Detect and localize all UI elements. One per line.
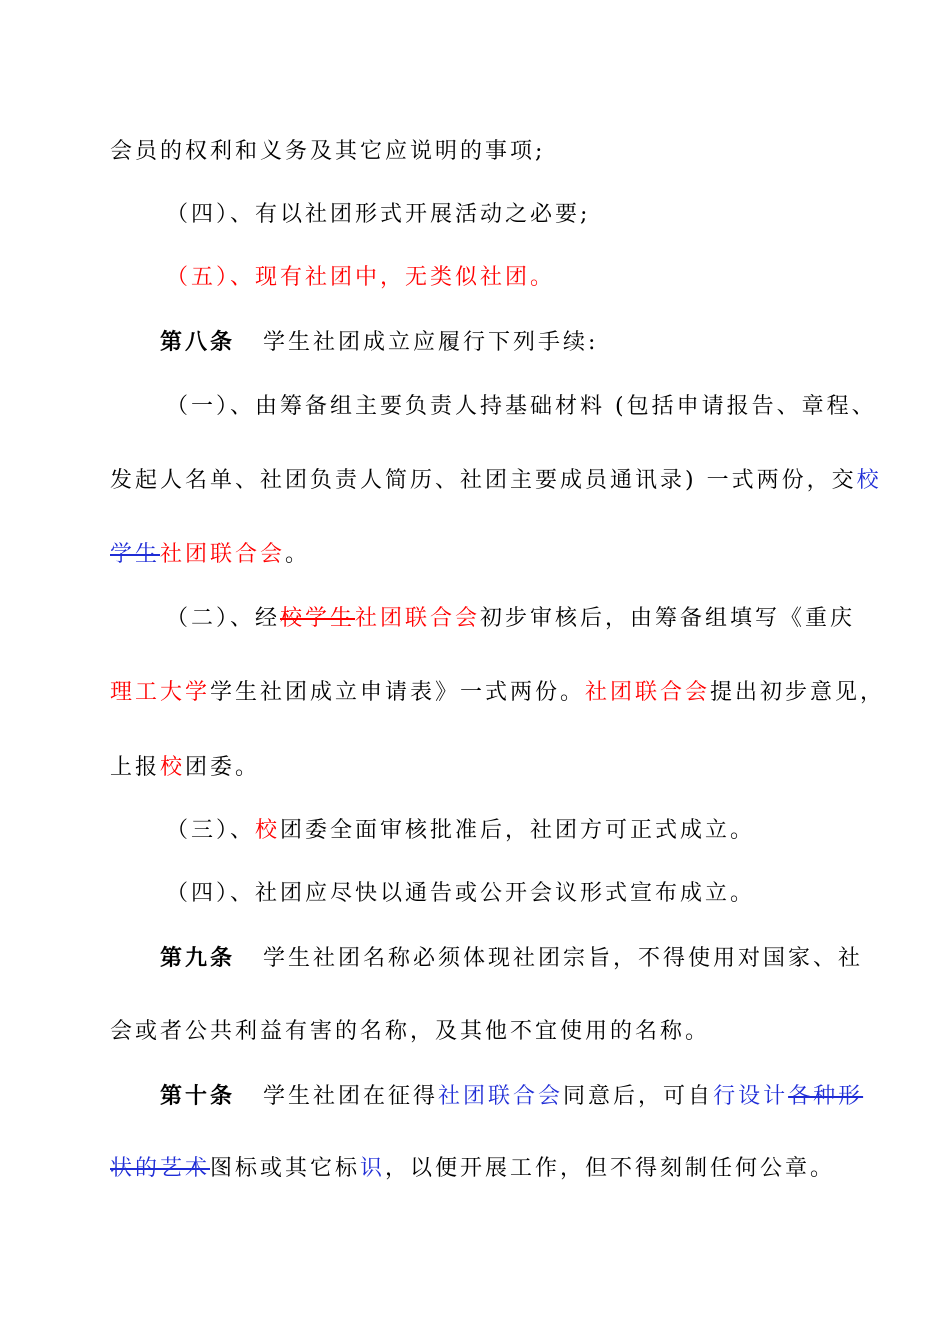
text: 学生社团成立应履行下列手续: [263, 330, 599, 355]
revision-insert: 社团联合会 [585, 680, 711, 705]
text: 学生社团成立申请表》一式两份。 [210, 680, 586, 705]
paragraph-line [0, 263, 950, 293]
revision-insert: 社团联合会 [160, 542, 286, 567]
paragraph-line [0, 392, 950, 422]
text: 学生社团在征得 [263, 1084, 439, 1109]
article-heading: 第九条 [160, 945, 236, 971]
revision-insert: 社团联合会 [355, 606, 481, 631]
text: 图标或其它标 [210, 1156, 361, 1181]
article-nine [0, 943, 950, 974]
text: （四）、社团应尽快以通告或公开会议形式宣布成立。 [166, 881, 756, 906]
revision-delete: 学生 [110, 542, 161, 567]
paragraph-line [0, 200, 950, 230]
text: 团委全面审核批准后，社团方可正式成立。 [280, 818, 756, 843]
text: 发起人名单、社团负责人简历、社团主要成员通讯录) 一式两份，交 [110, 468, 857, 493]
text: 初步审核后，由筹备组填写《重庆 [480, 606, 856, 631]
text: （三）、 [166, 818, 256, 843]
revision-insert: 社团联合会 [438, 1084, 564, 1109]
paragraph-line [0, 137, 950, 167]
text: （四）、有以社团形式开展活动之必要; [166, 202, 591, 227]
text: 上报 [110, 755, 161, 780]
text: 团委。 [185, 755, 261, 780]
revision-delete: 各种形 [788, 1084, 864, 1109]
text: 同意后，可自 [563, 1084, 714, 1109]
article-ten [0, 1081, 950, 1112]
revision-insert: 理工大学 [110, 680, 211, 705]
paragraph-line [0, 466, 950, 496]
paragraph-line [0, 1017, 950, 1047]
text: （一）、由筹备组主要负责人持基础材料 (包括申请报告、章程、 [166, 394, 877, 419]
paragraph-line [0, 879, 950, 909]
text: 提出初步意见， [710, 680, 886, 705]
paragraph-line [0, 604, 950, 634]
paragraph-line [0, 678, 950, 708]
article-heading: 第十条 [160, 1083, 236, 1109]
text: 会员的权利和义务及其它应说明的事项; [110, 139, 546, 164]
text: ，以便开展工作，但不得刻制任何公章。 [385, 1156, 836, 1181]
paragraph-line [0, 1154, 950, 1184]
text: 学生社团名称必须体现社团宗旨，不得使用对国家、社 [263, 946, 864, 971]
article-eight [0, 327, 950, 358]
paragraph-line [0, 540, 950, 570]
revision-insert: 校 [160, 755, 186, 780]
revision-insert: 行设计 [713, 1084, 789, 1109]
article-heading: 第八条 [160, 329, 236, 355]
revision-delete: 状的艺术 [110, 1156, 211, 1181]
revision-insert: 校 [255, 818, 281, 843]
paragraph-line [0, 753, 950, 783]
revision-insert: 校 [856, 468, 882, 493]
paragraph-line [0, 816, 950, 846]
revision-insert: 识 [360, 1156, 386, 1181]
text: 会或者公共利益有害的名称，及其他不宜使用的名称。 [110, 1019, 711, 1044]
text: （五）、现有社团中，无类似社团。 [166, 265, 556, 290]
text: 。 [285, 542, 311, 567]
revision-delete: 校学生 [280, 606, 356, 631]
text: （二）、经 [166, 606, 281, 631]
